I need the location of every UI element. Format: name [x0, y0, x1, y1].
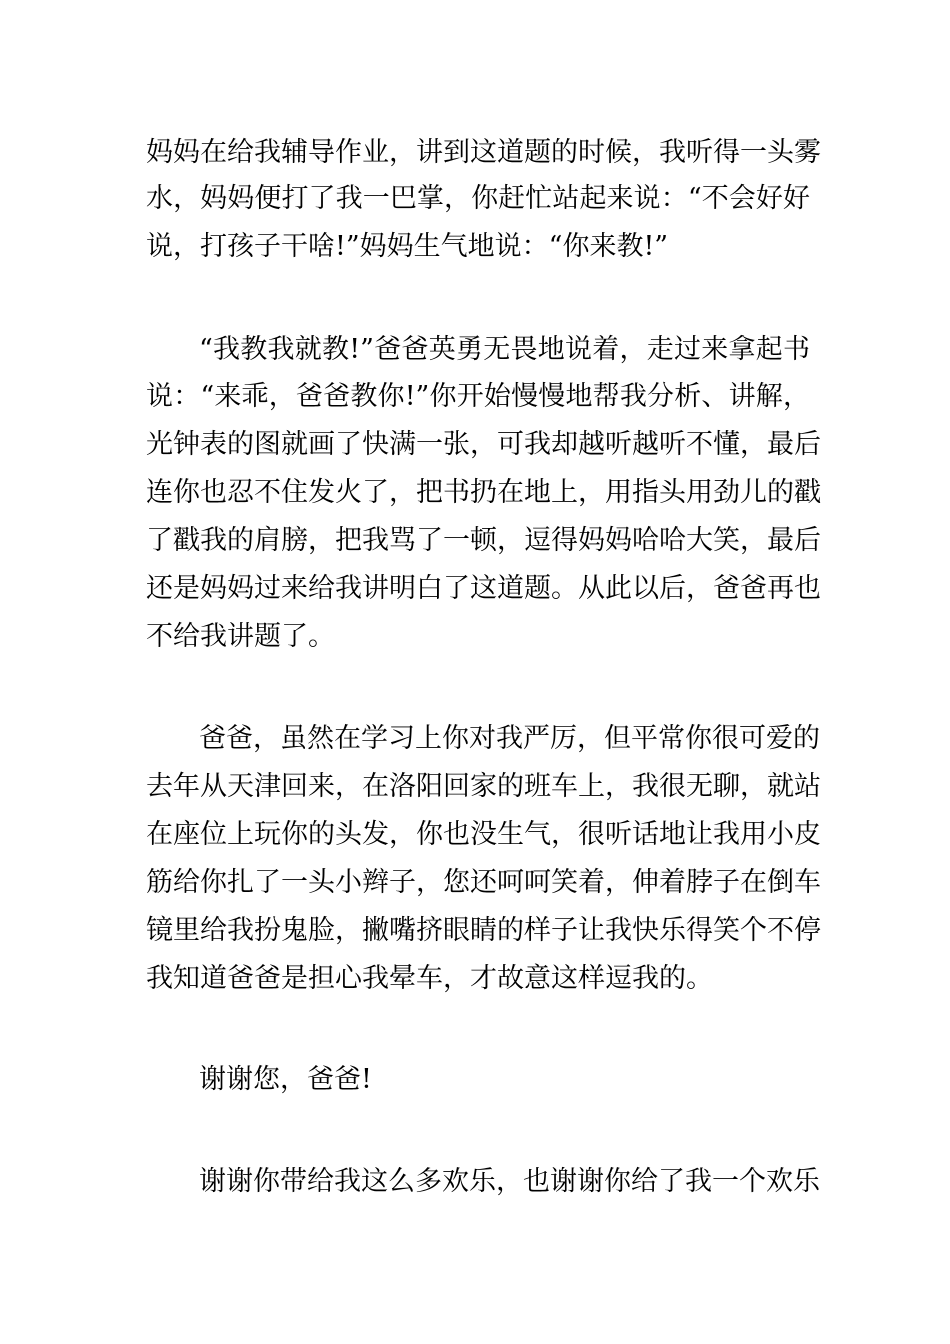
text-line: 妈妈在给我辅导作业，讲到这道题的时候，我听得一头雾 — [146, 137, 821, 168]
text-line: 谢谢您，爸爸! — [199, 1064, 372, 1095]
text-line: 筋给你扎了一头小辫子，您还呵呵笑着，伸着脖子在倒车 — [146, 867, 821, 898]
text-line: 镜里给我扮鬼脸，撇嘴挤眼睛的样子让我快乐得笑个不停 — [146, 915, 821, 946]
text-line: 爸爸，虽然在学习上你对我严厉，但平常你很可爱的 — [199, 723, 820, 754]
text-line: 还是妈妈过来给我讲明白了这道题。从此以后，爸爸再也 — [146, 573, 821, 604]
text-line: 去年从天津回来，在洛阳回家的班车上，我很无聊，就站 — [146, 771, 821, 802]
text-line: 了戳我的肩膀，把我骂了一顿，逗得妈妈哈哈大笑，最后 — [146, 525, 821, 556]
text-line: 不给我讲题了。 — [146, 621, 335, 652]
text-line: 我知道爸爸是担心我晕车，才故意这样逗我的。 — [146, 963, 713, 994]
text-line: 连你也忍不住发火了，把书扔在地上，用指头用劲儿的戳 — [146, 477, 821, 508]
text-line: 在座位上玩你的头发，你也没生气，很听话地让我用小皮 — [146, 819, 821, 850]
text-line: 水，妈妈便打了我一巴掌，你赶忙站起来说：“不会好好 — [146, 183, 810, 214]
text-line: “我教我就教!”爸爸英勇无畏地说着，走过来拿起书 — [199, 334, 810, 365]
text-line: 说：“来乖，爸爸教你!”你开始慢慢地帮我分析、讲解， — [146, 381, 810, 412]
text-line: 光钟表的图就画了快满一张，可我却越听越听不懂，最后 — [146, 429, 821, 460]
text-line: 谢谢你带给我这么多欢乐，也谢谢你给了我一个欢乐 — [199, 1166, 820, 1197]
text-line: 说，打孩子干啥!”妈妈生气地说：“你来教!” — [146, 231, 669, 262]
